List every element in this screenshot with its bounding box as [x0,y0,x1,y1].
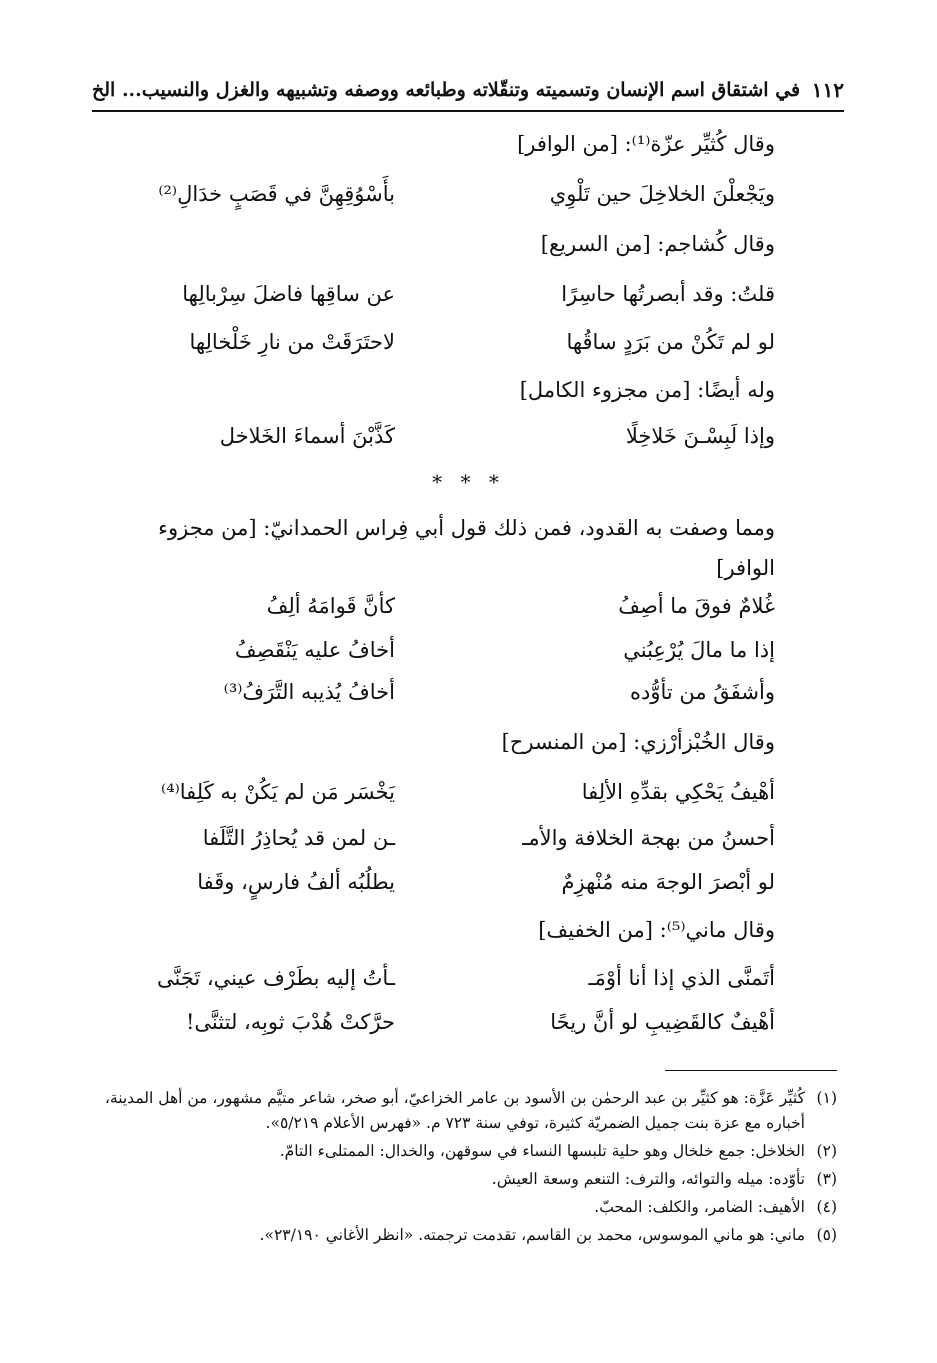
footnote-number: (٣) [816,1170,837,1188]
footnote [97,1086,837,1136]
footnote-divider [665,1070,837,1071]
verse-line [95,182,775,216]
verse-line [95,638,775,672]
running-header [92,70,844,112]
footnote [97,1139,837,1164]
footnote-text: الخلاخل: جمع خلخال وهو حلية تلبسها النساء في سوقهن، والخدال: الممتلىء التامّ. [279,1142,805,1160]
verse-line [95,424,775,458]
second-hemistich: كَذَّبْنَ أسماءَ الخَلاخل [219,424,395,448]
second-hemistich: ـن لمن قد يُحاذِرُ التَّلَفا [202,826,395,850]
second-hemistich: كأنَّ قَوامَهُ ألِفُ [266,594,395,618]
first-hemistich: قلتُ: وقد أبصرتُها حاسِرًا [561,282,775,306]
verse-line [95,1010,775,1044]
first-hemistich: لو أبْصرَ الوجهَ منه مُنْهزِمٌ [561,870,775,894]
page-number: ١١٢ [811,78,844,102]
first-hemistich: وأشفَقُ من تأوُّده [629,680,775,704]
second-hemistich: أخافُ يُذيبه التَّرَفُ⁽³⁾ [223,680,395,704]
second-hemistich: حرَّكتْ هُدْبَ ثوبِه، لتثنَّى! [185,1010,395,1034]
second-hemistich: عن ساقِها فاضلَ سِرْبالِها [182,282,395,306]
verse-line [95,330,775,364]
second-hemistich: لاحتَرَقَتْ من نارِ خَلْخالِها [189,330,395,354]
footnote-text: تأوّده: ميله والتوائه، والترف: التنعم وسعة العيش. [491,1170,805,1188]
poem-intro: وقال الخُبْزأرْزي: [من المنسرح] [501,730,775,754]
first-hemistich: وإذا لَبِسْـنَ خَلاخِلًا [625,424,775,448]
first-hemistich: أتَمنَّى الذي إذا أنا أوْمَـ [588,966,775,990]
prose-paragraph: ومما وصفت به القدود، فمن ذلك قول أبي فِراس الحمدانيّ: [من مجزوء الوافر] [158,516,775,580]
chapter-title: في اشتقاق اسم الإنسان وتسميته وتنقّلاته وطبائعه ووصفه وتشبيهه والغزل والنسيب... الخ [92,79,801,101]
footnote-text: ماني: هو ماني الموسوس، محمد بن القاسم، تقدمت ترجمته. «انظر الأغاني ٢٣/١٩٠». [259,1226,805,1244]
poem-intro: وله أيضًا: [من مجزوء الكامل] [519,378,775,402]
second-hemistich: بأَسْوُقِهِنَّ في قَصَبٍ خدَالِ⁽²⁾ [158,182,395,206]
section-separator: * * * [432,470,505,494]
verse-line [95,826,775,860]
first-hemistich: أحسنُ من بهجة الخلافة والأمـ [522,826,775,850]
second-hemistich: ـأتُ إليه بطَرْف عيني، تَجَنَّى [156,966,395,990]
verse-line [95,680,775,714]
verse-line [95,966,775,1000]
verse-line [95,282,775,316]
verse-line [95,780,775,814]
poem-intro: وقال كُثيِّر عزّة⁽¹⁾: [من الوافر] [517,132,775,156]
footnote-number: (٥) [816,1226,837,1244]
first-hemistich: غُلامٌ فوقَ ما أصِفُ [618,594,775,618]
first-hemistich: لو لم تَكُنْ من بَرَدٍ ساقُها [566,330,775,354]
poem-intro: وقال ماني⁽⁵⁾: [من الخفيف] [538,918,775,942]
verse-line [95,870,775,904]
footnote [97,1195,837,1220]
first-hemistich: أهْيفٌ كالقَضِيبِ لو أنَّ ريحًا [550,1010,775,1034]
second-hemistich: يَخْسَر مَن لم يَكُنْ به كَلِفا⁽⁴⁾ [161,780,395,804]
footnote-number: (٢) [816,1142,837,1160]
second-hemistich: يطلُبُه ألفُ فارسٍ، وقَفا [197,870,395,894]
footnote-text: الأهيف: الضامر، والكلف: المحبّ. [594,1198,805,1216]
footnote-number: (١) [816,1089,837,1107]
footnote-number: (٤) [816,1198,837,1216]
footnote-text: كُثيِّر عَزَّة: هو كثيِّر بن عبد الرحمٰن بن الأسود بن عامر الخزاعيّ، أبو صخر، شاعر متيَّم مشهور، من أهل المدينة، أخباره مع عزة بنت جميل الضمريّة كثيرة، توفي سنة ٧٢٣ م. «فهرس الأعلام ٥/٢١٩». [104,1089,805,1132]
verse-line [95,594,775,628]
first-hemistich: أهْيفُ يَحْكِي بقدِّهِ الألِفا [581,780,775,804]
footnote [97,1167,837,1192]
first-hemistich: إذا ما مالَ يُرْعِبُني [623,638,775,662]
second-hemistich: أخافُ عليه يَنْقَصِفُ [234,638,395,662]
first-hemistich: ويَجْعلْنَ الخلاخِلَ حين تَلْوِي [549,182,775,206]
footnote [97,1223,837,1248]
footnotes [97,1086,837,1251]
poem-intro: وقال كُشاجم: [من السريع] [540,232,775,256]
